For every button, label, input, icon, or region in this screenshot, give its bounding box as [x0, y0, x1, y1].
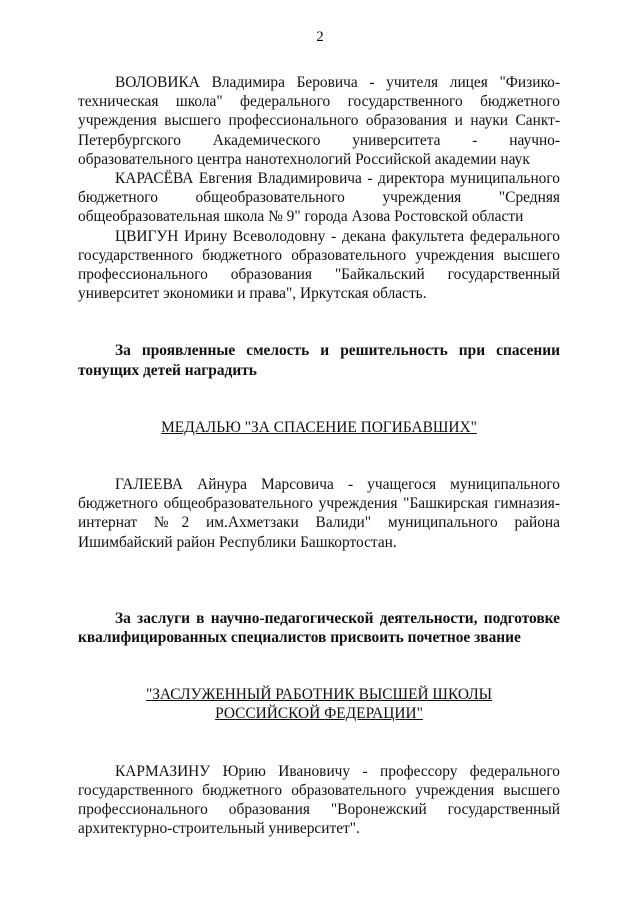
spacer	[78, 724, 560, 762]
spacer	[78, 647, 560, 685]
spacer	[78, 552, 560, 609]
person-entry-galeev: ГАЛЕЕВА Айнура Марсовича - учащегося муниципального бюджетного общеобразовательного учреждения "Башкирская гимназия-интернат №2 им.Ахметзаки Валиди" муниципального района Ишимбайский район Республики Башкортостан.	[78, 476, 560, 551]
award-title-rescue-medal: МЕДАЛЬЮ "ЗА СПАСЕНИЕ ПОГИБАВШИХ"	[161, 418, 477, 436]
decree-heading-rescue: За проявленные смелость и решительность при спасении тонущих детей наградить	[78, 342, 560, 379]
spacer	[78, 303, 560, 341]
decree-heading-honorary-title: За заслуги в научно-педагогической деятельности, подготовке квалифицированных специалистов присвоить почетное звание	[78, 609, 560, 647]
person-entry-karasev: КАРАСЁВА Евгения Владимировича - директора муниципального бюджетного общеобразовательного учреждения "Средняя общеобразовательная школа № 9" города Азова Ростовской области	[78, 170, 560, 226]
person-entry-tsvigun: ЦВИГУН Ирину Всеволодовну - декана факультета федерального государственного бюджетного образовательного учреждения высшего профессионального образования "Байкальский государственный университет экономики и права", Иркутская область.	[78, 227, 560, 303]
person-entry-karmazin: КАРМАЗИНУ Юрию Ивановичу - профессору федерального государственного бюджетного образовательного учреждения высшего профессионального образования "Воронежский государственный архитектурно-строительный университет".	[78, 762, 560, 838]
person-entry-volovik: ВОЛОВИКА Владимира Беровича - учителя лицея "Физико-техническая школа" федерального государственного бюджетного учреждения высшего профессионального образования и науки Санкт-Петербургского Академического университета - научно-образовательного центра нанотехнологий Российской академии наук	[78, 74, 560, 168]
award-title-honored-worker-line2: РОССИЙСКОЙ ФЕДЕРАЦИИ"	[215, 705, 423, 723]
spacer	[78, 437, 560, 475]
spacer	[78, 380, 560, 418]
page-number: 2	[316, 29, 324, 45]
award-title-honored-worker-line1: "ЗАСЛУЖЕННЫЙ РАБОТНИК ВЫСШЕЙ ШКОЛЫ	[145, 686, 493, 704]
document-body	[78, 73, 560, 838]
